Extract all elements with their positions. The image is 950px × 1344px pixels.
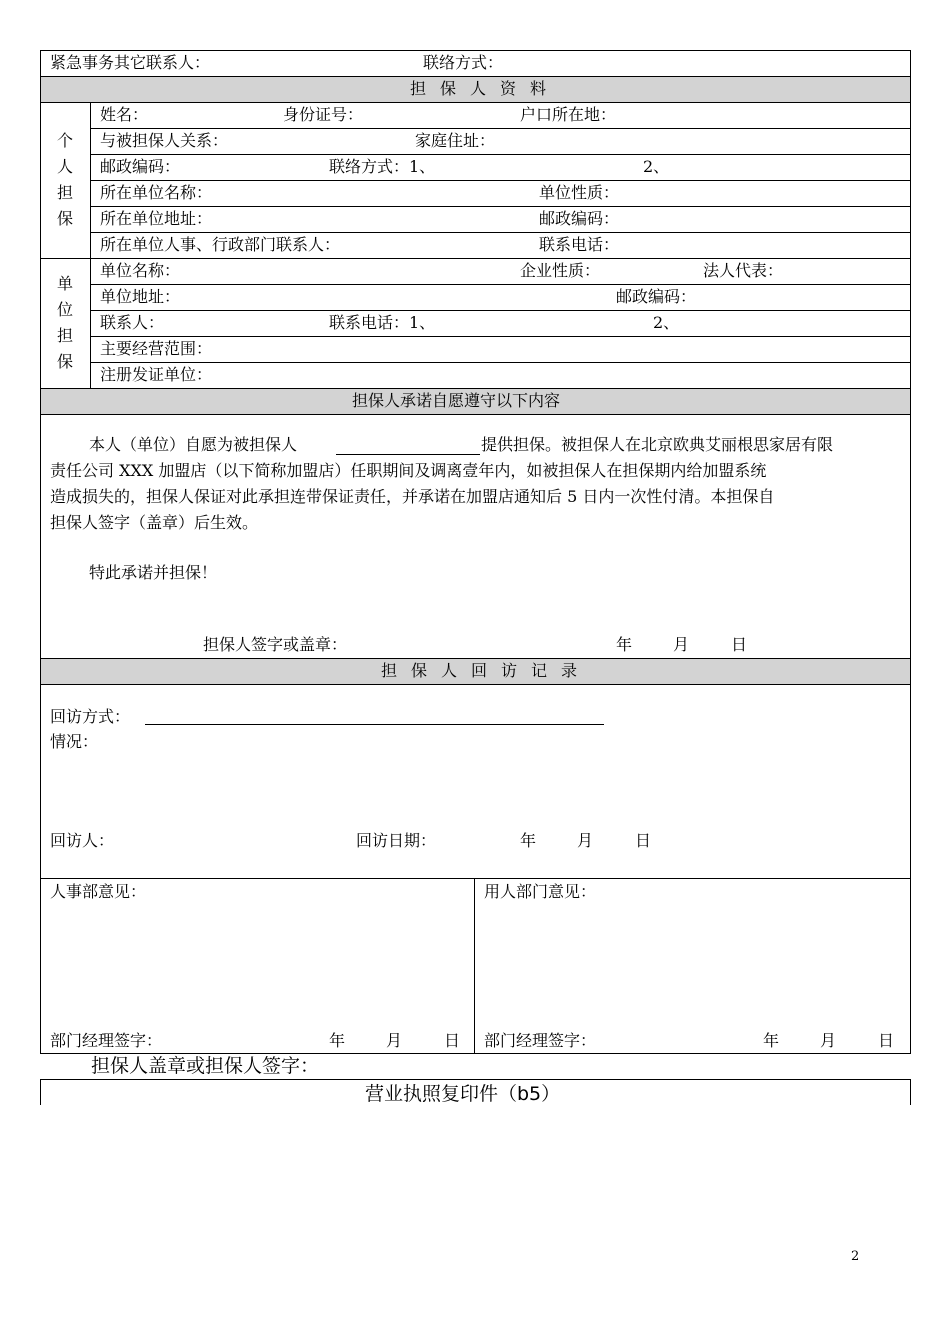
sign-year-label: 年 <box>616 635 633 654</box>
pledge-paragraph-line2: 责任公司 XXX 加盟店（以下简称加盟店）任职期间及调离壹年内，如被担保人在担保期内给加盟系统 <box>50 461 767 480</box>
id-number-label: 身份证号： <box>283 105 364 124</box>
pledge-statement: 特此承诺并担保！ <box>89 563 218 582</box>
enterprise-type-label: 企业性质： <box>520 261 601 280</box>
dept-sign-day: 日 <box>878 1031 895 1050</box>
section-title-guarantor-info: 担保人资料 <box>410 79 561 98</box>
row-divider <box>40 878 911 879</box>
dept-sign-month: 月 <box>820 1031 837 1050</box>
side-label-char: 担 <box>56 326 73 345</box>
side-label-char: 位 <box>56 300 73 319</box>
visit-day-label: 日 <box>635 831 652 850</box>
contact-person-label: 联系人： <box>100 313 165 332</box>
row-divider <box>90 206 911 207</box>
hukou-label: 户口所在地： <box>520 105 617 124</box>
contact-2-label: 2、 <box>643 157 670 176</box>
side-label-char: 个 <box>56 131 73 150</box>
company-name-label: 单位名称： <box>100 261 181 280</box>
hr-opinion-label: 人事部意见： <box>50 882 147 901</box>
postcode-label: 邮政编码： <box>100 157 181 176</box>
pledge-paragraph-line1a: 本人（单位）自愿为被担保人 <box>89 435 298 454</box>
business-scope-label: 主要经营范围： <box>100 339 213 358</box>
side-label-char: 担 <box>56 183 73 202</box>
license-box-top <box>40 1079 911 1080</box>
side-label-char: 单 <box>56 274 73 293</box>
row-divider <box>90 128 911 129</box>
section-title-pledge: 担保人承诺自愿遵守以下内容 <box>352 391 561 410</box>
visitor-label: 回访人： <box>50 831 115 850</box>
row-divider <box>40 76 911 77</box>
employer-postcode-label: 邮政编码： <box>539 209 620 228</box>
license-box-left <box>40 1079 41 1105</box>
company-phone-label: 联系电话：1、 <box>329 313 436 332</box>
dept-manager-sign-label: 部门经理签字： <box>484 1031 597 1050</box>
license-box-right <box>910 1079 911 1105</box>
hr-sign-month: 月 <box>386 1031 403 1050</box>
visit-year-label: 年 <box>520 831 537 850</box>
visit-month-label: 月 <box>577 831 594 850</box>
hr-contact-label: 所在单位人事、行政部门联系人： <box>100 235 341 254</box>
emergency-contact-label: 紧急事务其它联系人： <box>50 53 211 72</box>
situation-label: 情况： <box>50 732 99 751</box>
guarantor-sign-label: 担保人签字或盖章： <box>203 635 348 654</box>
row-divider <box>90 180 911 181</box>
row-divider <box>40 102 911 103</box>
followup-method-label: 回访方式： <box>50 707 131 726</box>
relation-label: 与被担保人关系： <box>100 131 229 150</box>
row-divider <box>40 414 911 415</box>
company-phone-2-label: 2、 <box>653 313 680 332</box>
table-border-right <box>910 50 911 1054</box>
section-title-followup: 担保人回访记录 <box>381 661 592 680</box>
hr-manager-sign-label: 部门经理签字： <box>50 1031 163 1050</box>
column-divider <box>90 102 91 388</box>
dept-opinion-label: 用人部门意见： <box>484 882 597 901</box>
followup-method-blank <box>145 724 604 725</box>
name-label: 姓名： <box>100 105 149 124</box>
table-border-left <box>40 50 41 1054</box>
company-guarantee-side-label <box>55 271 75 375</box>
home-address-label: 家庭住址： <box>415 131 496 150</box>
guaranteed-person-blank <box>336 454 480 455</box>
page-number: 2 <box>851 1249 860 1264</box>
hr-phone-label: 联系电话： <box>539 235 620 254</box>
hr-sign-year: 年 <box>329 1031 346 1050</box>
stamp-or-sign-label: 担保人盖章或担保人签字： <box>91 1055 320 1077</box>
employer-address-label: 所在单位地址： <box>100 209 213 228</box>
pledge-paragraph-line1b: 提供担保。被担保人在北京欧典艾丽根思家居有限 <box>481 435 834 454</box>
row-divider <box>90 284 911 285</box>
pledge-paragraph-line4: 担保人签字（盖章）后生效。 <box>50 513 259 532</box>
table-border-bottom <box>40 1053 911 1054</box>
side-label-char: 保 <box>56 352 73 371</box>
row-divider <box>40 258 911 259</box>
personal-guarantee-side-label <box>55 128 75 232</box>
emergency-phone-label: 联络方式： <box>423 53 504 72</box>
hr-sign-day: 日 <box>444 1031 461 1050</box>
row-divider <box>90 232 911 233</box>
registration-unit-label: 注册发证单位： <box>100 365 213 384</box>
employer-type-label: 单位性质： <box>539 183 620 202</box>
legal-rep-label: 法人代表： <box>703 261 784 280</box>
side-label-char: 保 <box>56 209 73 228</box>
row-divider <box>90 154 911 155</box>
visit-date-label: 回访日期： <box>356 831 437 850</box>
row-divider <box>90 336 911 337</box>
contact-label: 联络方式：1、 <box>329 157 436 176</box>
sign-month-label: 月 <box>673 635 690 654</box>
row-divider <box>40 658 911 659</box>
business-license-copy-title: 营业执照复印件（b5） <box>365 1083 561 1105</box>
dept-sign-year: 年 <box>763 1031 780 1050</box>
side-label-char: 人 <box>56 157 73 176</box>
table-border-top <box>40 50 911 51</box>
company-address-label: 单位地址： <box>100 287 181 306</box>
sign-day-label: 日 <box>731 635 748 654</box>
pledge-paragraph-line3: 造成损失的，担保人保证对此承担连带保证责任，并承诺在加盟店通知后 5 日内一次性付清。本担保自 <box>50 487 775 506</box>
row-divider <box>40 388 911 389</box>
column-divider <box>474 878 475 1053</box>
row-divider <box>40 684 911 685</box>
company-postcode-label: 邮政编码： <box>616 287 697 306</box>
row-divider <box>90 362 911 363</box>
employer-name-label: 所在单位名称： <box>100 183 213 202</box>
row-divider <box>90 310 911 311</box>
